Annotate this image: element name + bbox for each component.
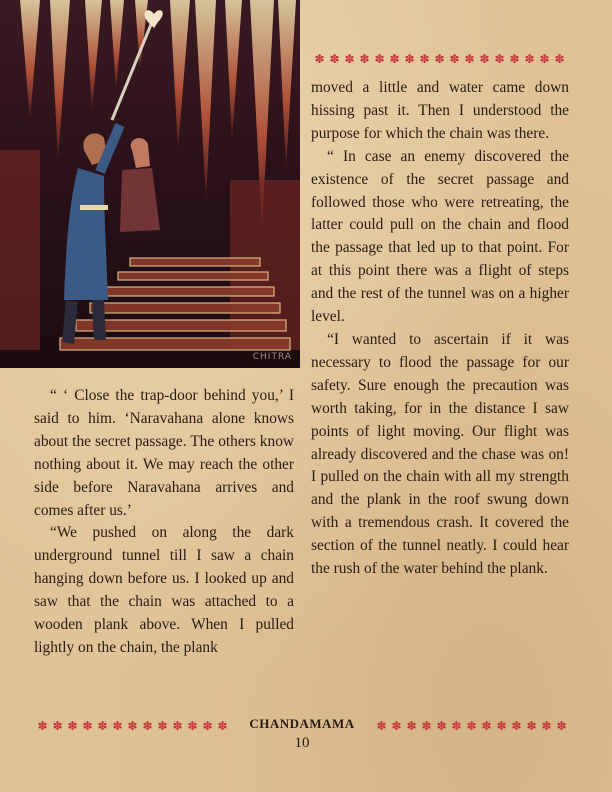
top-ornamental-border: ✽ ✽ ✽ ✽ ✽ ✽ ✽ ✽ ✽ ✽ ✽ ✽ ✽ ✽ ✽ ✽ ✽ — [314, 52, 565, 66]
illustration-art — [0, 0, 300, 368]
page-number: 10 — [294, 735, 310, 751]
paragraph: “I wanted to ascertain if it was necessary to flood the passage for our safety. Sure enough the precaution was worth taking, for in the distance I saw points of light moving. Our flight was already discovered and the chase was on! I pulled on the chain with all my strength and the plank in the roof swung down with a tremendous crash. It covered the section of the tunnel neatly. I could hear the rush of the water behind the plank. — [311, 330, 569, 578]
left-text-column — [34, 385, 294, 660]
footer-ornament-right: ✽ ✽ ✽ ✽ ✽ ✽ ✽ ✽ ✽ ✽ ✽ ✽ ✽ — [376, 719, 567, 733]
right-text-column — [311, 77, 569, 581]
paragraph: “ ‘ Close the trap-door behind you,’ I said to him. ‘Naravahana alone knows about the secret passage. The others know nothing about it. We may reach the other side before Naravahana arrives and comes after us.’ — [34, 387, 294, 519]
story-illustration — [0, 0, 300, 368]
magazine-title: CHANDAMAMA — [249, 716, 355, 731]
footer-ornament-left: ✽ ✽ ✽ ✽ ✽ ✽ ✽ ✽ ✽ ✽ ✽ ✽ ✽ — [37, 719, 228, 733]
artist-signature: CHITRA — [252, 352, 292, 362]
paragraph: moved a little and water came down hissing past it. Then I understood the purpose for which the chain was there. — [311, 79, 569, 142]
paragraph: “ In case an enemy discovered the existence of the secret passage and followed those who were retreating, the latter could pull on the chain and flood the passage that led up to that point. For at this point there was a flight of steps and the rest of the tunnel was on a higher level. — [311, 147, 569, 326]
paragraph: “We pushed on along the dark underground tunnel till I saw a chain hanging down before us. I looked up and saw that the chain was attached to a wooden plank above. When I pulled lightly on the chain, the plank — [34, 524, 294, 656]
